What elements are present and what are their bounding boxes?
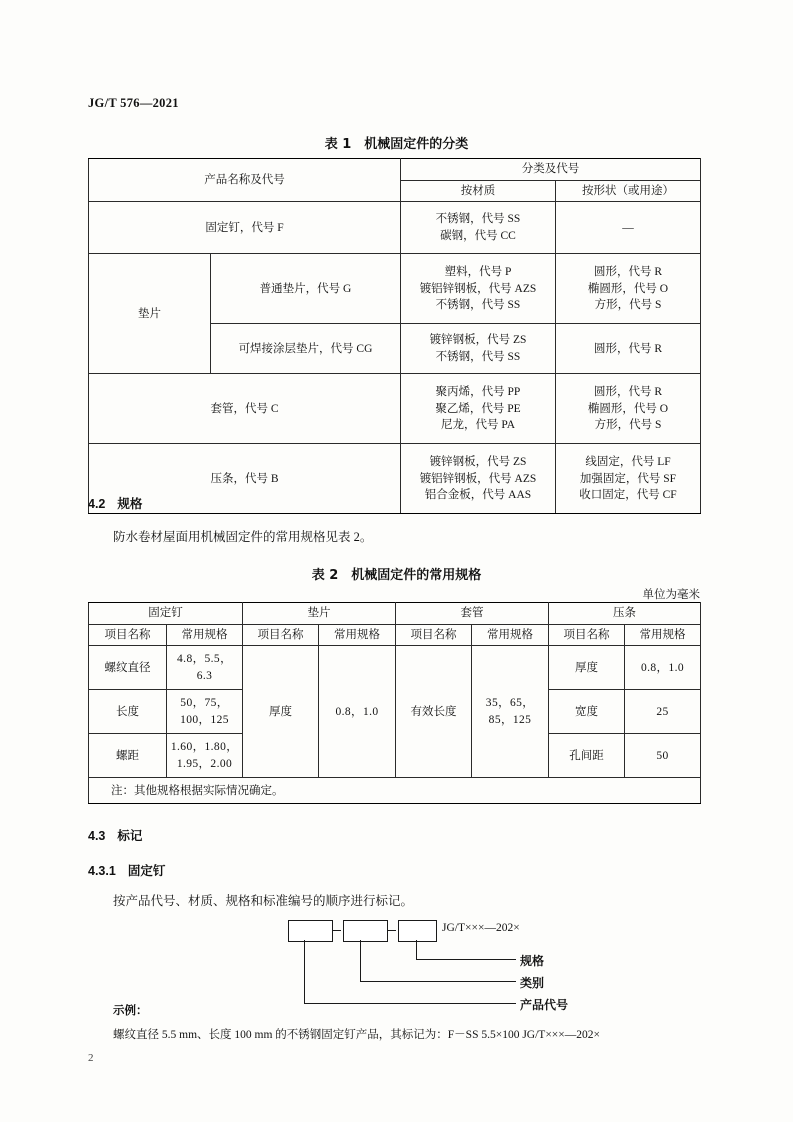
marking-designation-diagram bbox=[270, 912, 570, 1012]
t2-batten-spec-3: 50 bbox=[625, 734, 701, 778]
diagram-leader-spec-horizontal bbox=[416, 959, 516, 960]
cell-line: 4.8，5.5， bbox=[177, 653, 232, 666]
t2-sub-item: 项目名称 bbox=[549, 624, 625, 646]
t2-batten-item-3: 孔间距 bbox=[549, 734, 625, 778]
diagram-box-spec bbox=[398, 920, 437, 942]
t1-group-washer: 垫片 bbox=[89, 254, 211, 374]
section-4-2-body: 防水卷材屋面用机械固定件的常用规格见表 2。 bbox=[113, 530, 373, 544]
cell-line: 镀铝锌钢板，代号 AZS bbox=[419, 282, 537, 295]
diagram-leader-spec-vertical bbox=[416, 940, 417, 960]
section-4-3-1-body: 按产品代号、材质、规格和标准编号的顺序进行标记。 bbox=[113, 894, 414, 908]
cell-line: 镀锌钢板，代号 ZS bbox=[429, 455, 527, 468]
table-row bbox=[89, 603, 701, 625]
cell-line: — bbox=[622, 221, 634, 234]
t2-sleeve-spec bbox=[472, 646, 549, 778]
t2-sub-spec: 常用规格 bbox=[167, 624, 243, 646]
t2-sub-spec: 常用规格 bbox=[472, 624, 549, 646]
t1-material-fastener bbox=[401, 202, 556, 254]
cell-line: 85，125 bbox=[488, 713, 532, 726]
t2-batten-spec-1: 0.8，1.0 bbox=[625, 646, 701, 690]
t2-fastener-spec-3 bbox=[167, 734, 243, 778]
t2-sub-spec: 常用规格 bbox=[319, 624, 396, 646]
diagram-leader-product-vertical bbox=[304, 940, 305, 1004]
t2-sub-item: 项目名称 bbox=[243, 624, 319, 646]
table-row bbox=[89, 778, 701, 804]
t2-group-fastener: 固定钉 bbox=[89, 603, 243, 625]
diagram-leader-type-vertical bbox=[360, 940, 361, 982]
section-4-2-heading bbox=[88, 494, 142, 512]
cell-line: 不锈钢，代号 SS bbox=[435, 299, 521, 312]
diagram-standard-code: JG/T×××—202× bbox=[442, 922, 520, 934]
section-4-3-1-number: 4.3.1 bbox=[88, 864, 116, 878]
section-4-2-number: 4.2 bbox=[88, 497, 106, 511]
cell-line: 圆形，代号 R bbox=[593, 385, 663, 398]
t1-header-by-shape: 按形状（或用途） bbox=[556, 180, 701, 202]
t2-fastener-spec-2 bbox=[167, 690, 243, 734]
cell-line: 收口固定，代号 CF bbox=[579, 489, 677, 502]
cell-line: 不锈钢，代号 SS bbox=[435, 213, 521, 226]
cell-line: 方形，代号 S bbox=[594, 299, 662, 312]
diagram-dash-1 bbox=[332, 930, 341, 931]
cell-line: 铝合金板，代号 AAS bbox=[424, 489, 532, 502]
t1-material-batten bbox=[401, 444, 556, 514]
table2-title: 表 2 机械固定件的常用规格 bbox=[311, 568, 482, 583]
t2-sub-spec: 常用规格 bbox=[625, 624, 701, 646]
table1-title: 表 1 机械固定件的分类 bbox=[324, 137, 469, 152]
t1-product-batten: 压条，代号 B bbox=[89, 444, 401, 514]
t2-group-sleeve: 套管 bbox=[396, 603, 549, 625]
cell-line: 尼龙，代号 PA bbox=[440, 419, 516, 432]
t1-material-sleeve bbox=[401, 374, 556, 444]
table-row bbox=[89, 374, 701, 444]
t2-washer-spec: 0.8，1.0 bbox=[319, 646, 396, 778]
t1-header-product: 产品名称及代号 bbox=[89, 159, 401, 202]
cell-line: 35，65， bbox=[485, 697, 535, 710]
table-row bbox=[89, 159, 701, 181]
t2-batten-item-1: 厚度 bbox=[549, 646, 625, 690]
cell-line: 加强固定，代号 SF bbox=[579, 472, 677, 485]
table2-unit-note: 单位为毫米 bbox=[642, 589, 700, 601]
diagram-leader-product-horizontal bbox=[304, 1003, 516, 1004]
t2-batten-item-2: 宽度 bbox=[549, 690, 625, 734]
section-4-2-title: 规格 bbox=[117, 496, 143, 511]
table-common-specs bbox=[88, 602, 701, 804]
table-classification bbox=[88, 158, 701, 514]
table-row bbox=[89, 444, 701, 514]
t1-material-coated-washer bbox=[401, 324, 556, 374]
section-4-3-heading bbox=[88, 826, 142, 844]
cell-line: 1.95，2.00 bbox=[176, 757, 233, 770]
cell-line: 圆形，代号 R bbox=[593, 342, 663, 355]
cell-line: 碳钢，代号 CC bbox=[440, 229, 516, 242]
t2-fastener-spec-1 bbox=[167, 646, 243, 690]
t1-shape-batten bbox=[556, 444, 701, 514]
cell-line: 1.60，1.80， bbox=[170, 741, 239, 754]
standard-number-header: JG/T 576—2021 bbox=[88, 96, 179, 110]
diagram-box-product-code bbox=[288, 920, 333, 942]
t1-shape-common-washer bbox=[556, 254, 701, 324]
table-row bbox=[89, 624, 701, 646]
t1-product-coated-washer: 可焊接涂层垫片，代号 CG bbox=[211, 324, 401, 374]
cell-line: 不锈钢，代号 SS bbox=[435, 350, 521, 363]
t1-shape-fastener bbox=[556, 202, 701, 254]
diagram-label-type: 类别 bbox=[520, 976, 545, 990]
cell-line: 椭圆形，代号 O bbox=[587, 402, 669, 415]
page-number: 2 bbox=[88, 1052, 94, 1064]
cell-line: 聚丙烯，代号 PP bbox=[435, 385, 521, 398]
t1-product-fastener: 固定钉，代号 F bbox=[89, 202, 401, 254]
diagram-label-product-code: 产品代号 bbox=[520, 998, 569, 1012]
cell-line: 6.3 bbox=[196, 669, 213, 682]
cell-line: 100，125 bbox=[180, 713, 229, 726]
diagram-leader-type-horizontal bbox=[360, 981, 516, 982]
t2-fastener-item-2: 长度 bbox=[89, 690, 167, 734]
t2-batten-spec-2: 25 bbox=[625, 690, 701, 734]
t2-washer-item: 厚度 bbox=[243, 646, 319, 778]
cell-line: 塑料，代号 P bbox=[444, 265, 512, 278]
t2-group-batten: 压条 bbox=[549, 603, 701, 625]
t2-sub-item: 项目名称 bbox=[396, 624, 472, 646]
t2-fastener-item-1: 螺纹直径 bbox=[89, 646, 167, 690]
cell-line: 线固定，代号 LF bbox=[585, 455, 671, 468]
table-row bbox=[89, 254, 701, 324]
example-label: 示例： bbox=[113, 1003, 148, 1017]
t1-shape-coated-washer bbox=[556, 324, 701, 374]
cell-line: 方形，代号 S bbox=[594, 419, 662, 432]
t1-header-by-material: 按材质 bbox=[401, 180, 556, 202]
example-text: 螺纹直径 5.5 mm、长度 100 mm 的不锈钢固定钉产品，其标记为：F－SS 5.5×100 JG/T×××—202× bbox=[113, 1029, 601, 1041]
t1-material-common-washer bbox=[401, 254, 556, 324]
t2-note: 注：其他规格根据实际情况确定。 bbox=[89, 778, 701, 804]
t2-sub-item: 项目名称 bbox=[89, 624, 167, 646]
t1-header-classification: 分类及代号 bbox=[401, 159, 701, 181]
t1-product-common-washer: 普通垫片，代号 G bbox=[211, 254, 401, 324]
section-4-3-title: 标记 bbox=[117, 828, 143, 843]
cell-line: 镀锌钢板，代号 ZS bbox=[429, 334, 527, 347]
diagram-dash-2 bbox=[387, 930, 396, 931]
cell-line: 镀铝锌钢板，代号 AZS bbox=[419, 472, 537, 485]
t2-fastener-item-3: 螺距 bbox=[89, 734, 167, 778]
table-row bbox=[89, 646, 701, 690]
t2-group-washer: 垫片 bbox=[243, 603, 396, 625]
section-4-3-1-title: 固定钉 bbox=[127, 863, 166, 878]
diagram-box-type bbox=[343, 920, 388, 942]
cell-line: 50，75， bbox=[180, 697, 229, 710]
diagram-label-spec: 规格 bbox=[520, 954, 545, 968]
t2-sleeve-item: 有效长度 bbox=[396, 646, 472, 778]
t1-shape-sleeve bbox=[556, 374, 701, 444]
cell-line: 圆形，代号 R bbox=[593, 265, 663, 278]
table-row bbox=[89, 202, 701, 254]
section-4-3-number: 4.3 bbox=[88, 829, 106, 843]
cell-line: 聚乙烯，代号 PE bbox=[435, 402, 521, 415]
cell-line: 椭圆形，代号 O bbox=[587, 282, 669, 295]
t1-product-sleeve: 套管，代号 C bbox=[89, 374, 401, 444]
section-4-3-1-heading bbox=[88, 861, 165, 879]
